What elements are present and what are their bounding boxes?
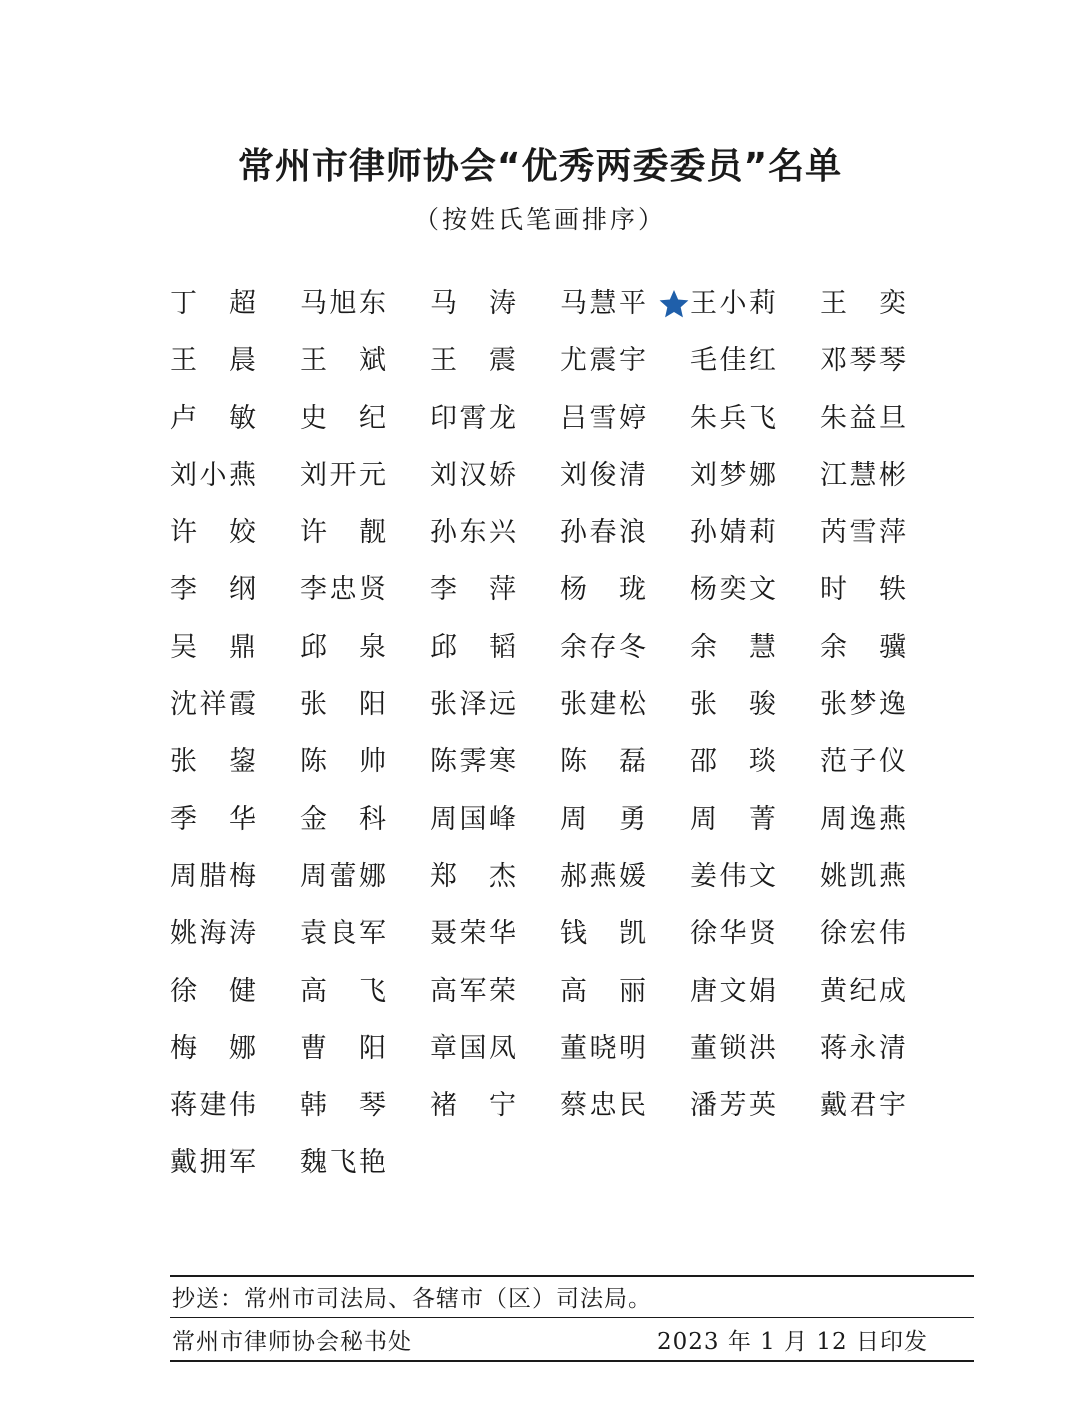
name-entry: 郑 杰 bbox=[430, 860, 516, 892]
name-entry: 蔡 忠 民 bbox=[560, 1090, 646, 1122]
name-entry: 吕 雪 婷 bbox=[560, 402, 646, 434]
name-entry: 李 纲 bbox=[170, 574, 256, 606]
name-entry: 江 慧 彬 bbox=[820, 459, 906, 491]
name-entry: 毛 佳 红 bbox=[690, 345, 776, 377]
name-entry: 曹 阳 bbox=[300, 1032, 386, 1064]
name-entry: 黄 纪 成 bbox=[820, 975, 906, 1007]
star-icon bbox=[658, 288, 690, 320]
name-entry: 印 霄 龙 bbox=[430, 402, 516, 434]
name-entry: 卢 敏 bbox=[170, 402, 256, 434]
name-entry: 周 逸 燕 bbox=[820, 803, 906, 835]
name-entry: 李 萍 bbox=[430, 574, 516, 606]
name-entry: 范 子 仪 bbox=[820, 746, 906, 778]
name-entry: 周 腊 梅 bbox=[170, 860, 256, 892]
name-entry: 时 轶 bbox=[820, 574, 906, 606]
footer-divider-middle bbox=[170, 1317, 974, 1318]
name-entry: 邓 琴 琴 bbox=[820, 345, 906, 377]
name-entry: 芮 雪 萍 bbox=[820, 517, 906, 549]
name-entry: 陈 磊 bbox=[560, 746, 646, 778]
name-entry: 王 小 莉 bbox=[690, 282, 776, 339]
name-entry: 孙 东 兴 bbox=[430, 517, 516, 549]
name-entry: 蒋 永 清 bbox=[820, 1032, 906, 1064]
name-entry: 余 慧 bbox=[690, 631, 776, 663]
name-entry: 余 存 冬 bbox=[560, 631, 646, 663]
name-entry: 周 菁 bbox=[690, 803, 776, 835]
name-entry: 陈 霁 寒 bbox=[430, 746, 516, 778]
name-entry: 刘 小 燕 bbox=[170, 459, 256, 491]
issue-date: 2023 年 1 月 12 日印发 bbox=[657, 1329, 928, 1355]
name-entry: 王 奕 bbox=[820, 288, 906, 319]
name-entry: 许 靓 bbox=[300, 517, 386, 549]
name-entry: 尤 震 宇 bbox=[560, 345, 646, 377]
name-entry: 马 涛 bbox=[430, 288, 516, 319]
name-entry: 聂 荣 华 bbox=[430, 918, 516, 950]
name-entry: 孙 婧 莉 bbox=[690, 517, 776, 549]
name-entry: 邵 琰 bbox=[690, 746, 776, 778]
name-entry: 沈 祥 霞 bbox=[170, 689, 256, 721]
name-entry: 王 震 bbox=[430, 345, 516, 377]
name-entry: 丁 超 bbox=[170, 288, 256, 319]
name-entry: 周 蕾 娜 bbox=[300, 860, 386, 892]
name-entry: 刘 梦 娜 bbox=[690, 459, 776, 491]
name-entry: 董 晓 明 bbox=[560, 1032, 646, 1064]
name-entry: 杨 珑 bbox=[560, 574, 646, 606]
name-entry: 周 国 峰 bbox=[430, 803, 516, 835]
name-entry: 刘 汉 娇 bbox=[430, 459, 516, 491]
name-entry: 魏 飞 艳 bbox=[300, 1147, 386, 1179]
name-entry: 徐 健 bbox=[170, 975, 256, 1007]
footer-divider-top bbox=[170, 1275, 974, 1277]
name-entry: 王 斌 bbox=[300, 345, 386, 377]
name-entry: 高 军 荣 bbox=[430, 975, 516, 1007]
name-entry: 杨 奕 文 bbox=[690, 574, 776, 606]
name-entry: 张 鋆 bbox=[170, 746, 256, 778]
name-entry: 金 科 bbox=[300, 803, 386, 835]
name-entry: 张 泽 远 bbox=[430, 689, 516, 721]
name-entry: 朱 益 旦 bbox=[820, 402, 906, 434]
footer-divider-bottom bbox=[170, 1360, 974, 1362]
name-entry: 高 飞 bbox=[300, 975, 386, 1007]
name-entry: 季 华 bbox=[170, 803, 256, 835]
name-entry: 吴 鼎 bbox=[170, 631, 256, 663]
name-entry: 张 建 松 bbox=[560, 689, 646, 721]
name-entry: 徐 华 贤 bbox=[690, 918, 776, 950]
name-entry: 史 纪 bbox=[300, 402, 386, 434]
name-entry: 张 骏 bbox=[690, 689, 776, 721]
name-entry: 张 阳 bbox=[300, 689, 386, 721]
name-entry: 朱 兵 飞 bbox=[690, 402, 776, 434]
name-entry: 刘 俊 清 bbox=[560, 459, 646, 491]
name-entry: 陈 帅 bbox=[300, 746, 386, 778]
name-entry: 唐 文 娟 bbox=[690, 975, 776, 1007]
name-entry: 姚 凯 燕 bbox=[820, 860, 906, 892]
name-entry: 余 骥 bbox=[820, 631, 906, 663]
name-entry: 郝 燕 媛 bbox=[560, 860, 646, 892]
name-entry: 邱 韬 bbox=[430, 631, 516, 663]
name-entry: 许 姣 bbox=[170, 517, 256, 549]
name-entry: 董 锁 洪 bbox=[690, 1032, 776, 1064]
name-entry: 徐 宏 伟 bbox=[820, 918, 906, 950]
name-entry: 王 晨 bbox=[170, 345, 256, 377]
name-entry: 韩 琴 bbox=[300, 1090, 386, 1122]
name-entry: 褚 宁 bbox=[430, 1090, 516, 1122]
cc-line: 抄送：常州市司法局、各辖市（区）司法局。 bbox=[172, 1286, 652, 1312]
name-entry: 袁 良 军 bbox=[300, 918, 386, 950]
name-entry: 戴 君 宇 bbox=[820, 1090, 906, 1122]
name-entry: 马 慧 平 bbox=[560, 288, 646, 319]
name-entry: 高 丽 bbox=[560, 975, 646, 1007]
page-title: 常州市律师协会“优秀两委委员”名单 bbox=[237, 146, 843, 187]
name-entry: 蒋 建 伟 bbox=[170, 1090, 256, 1122]
name-list bbox=[170, 282, 950, 1199]
name-entry: 戴 拥 军 bbox=[170, 1147, 256, 1179]
name-entry: 周 勇 bbox=[560, 803, 646, 835]
name-entry: 潘 芳 英 bbox=[690, 1090, 776, 1122]
name-entry: 孙 春 浪 bbox=[560, 517, 646, 549]
name-entry: 张 梦 逸 bbox=[820, 689, 906, 721]
name-entry: 姚 海 涛 bbox=[170, 918, 256, 950]
name-entry: 马 旭 东 bbox=[300, 288, 386, 319]
name-entry: 姜 伟 文 bbox=[690, 860, 776, 892]
name-entry: 邱 泉 bbox=[300, 631, 386, 663]
name-entry: 梅 娜 bbox=[170, 1032, 256, 1064]
name-entry: 章 国 凤 bbox=[430, 1032, 516, 1064]
name-entry: 李 忠 贤 bbox=[300, 574, 386, 606]
name-entry: 刘 开 元 bbox=[300, 459, 386, 491]
issuer-name: 常州市律师协会秘书处 bbox=[172, 1329, 412, 1355]
name-entry: 钱 凯 bbox=[560, 918, 646, 950]
page-subtitle: （按姓氏笔画排序） bbox=[413, 205, 666, 234]
